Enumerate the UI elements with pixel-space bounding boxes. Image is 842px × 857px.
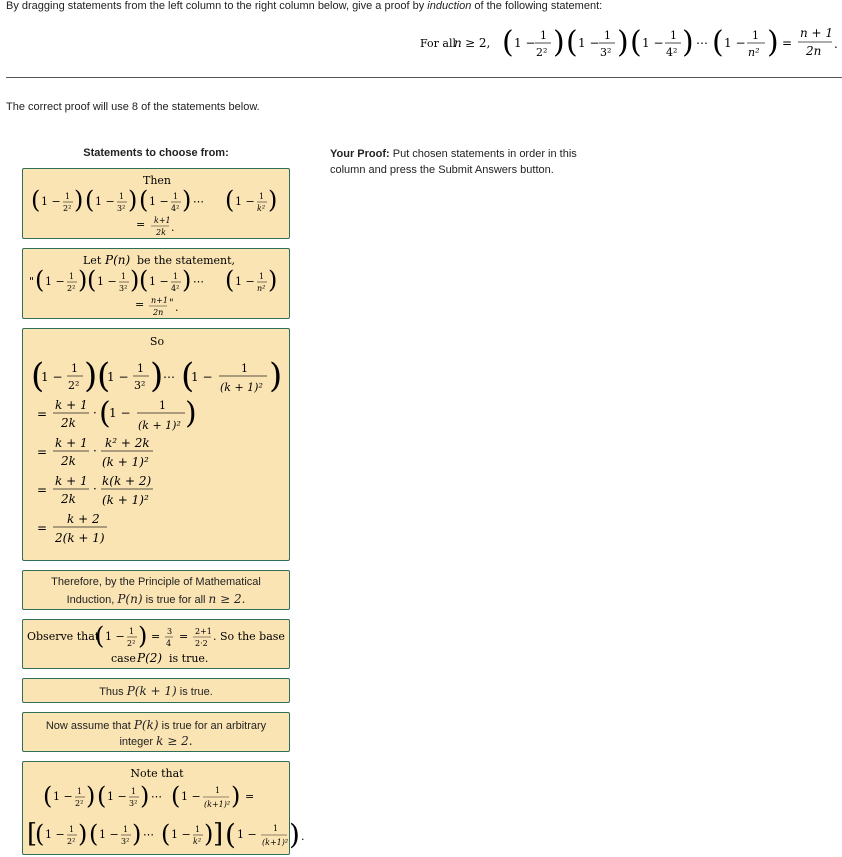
svg-text:k + 1: k + 1 bbox=[55, 474, 88, 488]
svg-text:(k + 1)²: (k + 1)² bbox=[102, 455, 149, 469]
svg-text:Then: Then bbox=[142, 174, 172, 187]
svg-text:4²: 4² bbox=[666, 46, 678, 59]
svg-text:(: ( bbox=[35, 266, 45, 294]
svg-text:4: 4 bbox=[166, 639, 172, 648]
svg-text:): ) bbox=[682, 25, 694, 60]
svg-text:): ) bbox=[185, 396, 197, 431]
svg-text:(k + 1)²: (k + 1)² bbox=[102, 493, 149, 507]
svg-text:k²: k² bbox=[257, 204, 266, 213]
svg-text:1: 1 bbox=[71, 362, 78, 375]
svg-text:⋯: ⋯ bbox=[193, 195, 204, 208]
svg-text:(: ( bbox=[139, 186, 149, 214]
svg-text:): ) bbox=[78, 266, 88, 294]
svg-text:2²: 2² bbox=[67, 837, 76, 846]
note-that-formula bbox=[23, 762, 323, 856]
base-case-formula bbox=[23, 620, 291, 670]
statement-card-note-that[interactable] bbox=[22, 761, 305, 855]
svg-text:1: 1 bbox=[119, 192, 125, 201]
svg-text:⋯: ⋯ bbox=[696, 36, 708, 50]
assume-line-1: Now assume that P(k) is true for an arbitrary bbox=[45, 718, 267, 732]
svg-text:n²: n² bbox=[257, 284, 266, 293]
svg-text:. So the base: . So the base bbox=[213, 630, 285, 643]
svg-text:4²: 4² bbox=[171, 284, 180, 293]
svg-text:[: [ bbox=[27, 819, 38, 849]
assume-line-2: integer k ≥ 2. bbox=[119, 734, 193, 748]
svg-text:2²: 2² bbox=[127, 639, 136, 648]
so-derivation bbox=[23, 329, 291, 562]
svg-text:2n: 2n bbox=[153, 308, 164, 317]
statements-column-title: Statements to choose from: bbox=[83, 147, 229, 159]
svg-text:(k+1)²: (k+1)² bbox=[204, 800, 231, 809]
svg-text:=: = bbox=[245, 790, 255, 803]
svg-text:): ) bbox=[617, 25, 629, 60]
svg-text:(: ( bbox=[35, 820, 45, 848]
svg-text:1 −: 1 − bbox=[99, 828, 119, 841]
svg-text:·: · bbox=[93, 406, 97, 420]
svg-text:1: 1 bbox=[159, 399, 166, 412]
svg-text:(: ( bbox=[97, 782, 107, 810]
svg-text:=: = bbox=[37, 483, 48, 497]
svg-text:k² + 2k: k² + 2k bbox=[105, 436, 150, 450]
svg-text:is true.: is true. bbox=[169, 652, 209, 665]
svg-text:1: 1 bbox=[215, 786, 221, 795]
svg-text:4²: 4² bbox=[171, 204, 180, 213]
svg-text:1 −: 1 − bbox=[235, 275, 255, 288]
svg-text:1: 1 bbox=[670, 29, 677, 42]
svg-text:1: 1 bbox=[259, 272, 265, 281]
svg-text:.: . bbox=[171, 221, 175, 234]
svg-text:P(2): P(2) bbox=[137, 651, 163, 665]
svg-text:(: ( bbox=[225, 818, 236, 851]
svg-text:1 −: 1 − bbox=[171, 828, 191, 841]
statement-card-inductive-hypothesis[interactable] bbox=[22, 712, 290, 752]
svg-text:(: ( bbox=[31, 186, 41, 214]
svg-text:1 −: 1 − bbox=[149, 275, 169, 288]
svg-text:(: ( bbox=[31, 356, 45, 396]
svg-text:(: ( bbox=[85, 186, 95, 214]
svg-text:): ) bbox=[268, 186, 278, 214]
svg-text:(k + 1)²: (k + 1)² bbox=[138, 419, 181, 432]
svg-text:3²: 3² bbox=[121, 837, 130, 846]
therefore-line-1: Therefore, by the Principle of Mathematical bbox=[51, 576, 261, 588]
svg-text:≥ 2,: ≥ 2, bbox=[465, 36, 491, 50]
instructions: By dragging statements from the left column to the right column below, give a proof by induction of the following statement: bbox=[6, 0, 603, 12]
svg-text:1 −: 1 − bbox=[642, 36, 664, 50]
svg-text:): ) bbox=[138, 622, 148, 650]
svg-text:1: 1 bbox=[273, 824, 279, 833]
svg-text:be the statement,: be the statement, bbox=[137, 254, 236, 267]
svg-text:1 −: 1 − bbox=[149, 195, 169, 208]
svg-text:): ) bbox=[289, 818, 300, 851]
svg-text:(: ( bbox=[97, 356, 111, 396]
svg-text:): ) bbox=[182, 266, 192, 294]
svg-text:⋯: ⋯ bbox=[193, 275, 204, 288]
svg-text:So: So bbox=[149, 335, 165, 348]
svg-text:1 −: 1 − bbox=[95, 195, 115, 208]
svg-text:1 −: 1 − bbox=[237, 828, 257, 841]
svg-text:1 −: 1 − bbox=[105, 630, 125, 643]
svg-text:1 −: 1 − bbox=[107, 790, 127, 803]
svg-text:1 −: 1 − bbox=[181, 790, 201, 803]
svg-text:=: = bbox=[135, 298, 145, 311]
svg-text:2·2: 2·2 bbox=[195, 639, 208, 648]
divider bbox=[6, 77, 842, 78]
svg-text:3²: 3² bbox=[119, 284, 128, 293]
svg-text:(: ( bbox=[139, 266, 149, 294]
svg-text:1: 1 bbox=[69, 825, 75, 834]
svg-text:1: 1 bbox=[65, 192, 71, 201]
svg-text:k + 1: k + 1 bbox=[55, 398, 88, 412]
svg-text:.: . bbox=[834, 37, 838, 51]
svg-text:1: 1 bbox=[540, 29, 547, 42]
svg-text:2²: 2² bbox=[68, 379, 80, 392]
svg-text:1 −: 1 − bbox=[45, 828, 65, 841]
proof-note: The correct proof will use 8 of the statements below. bbox=[6, 101, 260, 113]
svg-text:): ) bbox=[132, 820, 142, 848]
svg-text:(k + 1)²: (k + 1)² bbox=[220, 381, 263, 394]
statement-card-then[interactable] bbox=[22, 168, 290, 239]
svg-text:(: ( bbox=[95, 622, 105, 650]
svg-text:1 −: 1 − bbox=[97, 275, 117, 288]
svg-text:(: ( bbox=[502, 25, 514, 60]
svg-text:2k: 2k bbox=[61, 416, 76, 430]
svg-text:1 −: 1 − bbox=[235, 195, 255, 208]
svg-text:Observe that: Observe that bbox=[27, 630, 100, 643]
svg-text:): ) bbox=[231, 782, 241, 810]
svg-text:1 −: 1 − bbox=[724, 36, 746, 50]
statement-card-base-case[interactable] bbox=[22, 619, 290, 669]
svg-text:1: 1 bbox=[752, 29, 759, 42]
svg-text:1: 1 bbox=[129, 627, 135, 636]
then-formula bbox=[23, 169, 291, 240]
svg-text:1: 1 bbox=[137, 362, 144, 375]
svg-text:n+1: n+1 bbox=[151, 296, 168, 305]
svg-text:1: 1 bbox=[604, 29, 611, 42]
svg-text:1: 1 bbox=[173, 192, 179, 201]
svg-text:=: = bbox=[37, 445, 48, 459]
svg-text:.: . bbox=[175, 301, 179, 314]
svg-text:1: 1 bbox=[173, 272, 179, 281]
svg-text:=: = bbox=[151, 630, 161, 643]
svg-text:3²: 3² bbox=[117, 204, 126, 213]
svg-text:2n: 2n bbox=[806, 44, 822, 58]
svg-text:(: ( bbox=[161, 820, 171, 848]
svg-text:): ) bbox=[268, 266, 278, 294]
svg-text:): ) bbox=[204, 820, 214, 848]
svg-text:1 −: 1 − bbox=[191, 370, 213, 384]
svg-text:1: 1 bbox=[259, 192, 265, 201]
therefore-line-2: Induction, P(n) is true for all n ≥ 2. bbox=[66, 592, 246, 606]
svg-text:1: 1 bbox=[241, 362, 248, 375]
svg-text:3²: 3² bbox=[600, 46, 612, 59]
svg-text:(: ( bbox=[712, 25, 724, 60]
svg-text:(k+1)²: (k+1)² bbox=[262, 838, 289, 847]
svg-text:2²: 2² bbox=[75, 799, 84, 808]
statement-card-so[interactable] bbox=[22, 328, 290, 561]
svg-text:k + 2: k + 2 bbox=[67, 512, 100, 526]
svg-text:⋯: ⋯ bbox=[151, 790, 162, 803]
svg-text:1 −: 1 − bbox=[41, 195, 61, 208]
svg-text:): ) bbox=[269, 356, 283, 396]
svg-text:2²: 2² bbox=[67, 284, 76, 293]
svg-text:1: 1 bbox=[77, 787, 83, 796]
svg-text:2²: 2² bbox=[536, 46, 548, 59]
svg-text:1: 1 bbox=[131, 787, 137, 796]
svg-text:(: ( bbox=[181, 356, 195, 396]
svg-text:): ) bbox=[74, 186, 84, 214]
proof-column-drop-area[interactable]: Your Proof: Put chosen statements in order in this column and press the Submit Answers button. bbox=[330, 148, 577, 176]
svg-text:(: ( bbox=[225, 266, 235, 294]
svg-text:2k: 2k bbox=[61, 492, 76, 506]
svg-text:k + 1: k + 1 bbox=[55, 436, 88, 450]
svg-text:=: = bbox=[782, 36, 793, 50]
svg-text:(: ( bbox=[87, 266, 97, 294]
svg-text:2+1: 2+1 bbox=[195, 627, 212, 636]
svg-text:3²: 3² bbox=[129, 799, 138, 808]
svg-text:": " bbox=[169, 298, 174, 309]
svg-text:Note that: Note that bbox=[130, 767, 184, 780]
svg-text:): ) bbox=[553, 25, 565, 60]
svg-text:): ) bbox=[128, 186, 138, 214]
svg-text:k+1: k+1 bbox=[154, 216, 171, 225]
svg-text:3²: 3² bbox=[134, 379, 146, 392]
svg-text:1 −: 1 − bbox=[107, 370, 129, 384]
statement-card-let-pn[interactable] bbox=[22, 248, 290, 319]
svg-text:=: = bbox=[37, 407, 48, 421]
svg-text:1 −: 1 − bbox=[514, 36, 536, 50]
svg-text:(: ( bbox=[43, 782, 53, 810]
svg-text:2²: 2² bbox=[63, 204, 72, 213]
svg-text:⋯: ⋯ bbox=[163, 370, 175, 384]
svg-text:⋯: ⋯ bbox=[143, 828, 154, 841]
svg-text:(: ( bbox=[630, 25, 642, 60]
svg-text:P(n): P(n) bbox=[105, 253, 131, 267]
svg-text:(: ( bbox=[89, 820, 99, 848]
svg-text:=: = bbox=[136, 218, 146, 231]
svg-text:n + 1: n + 1 bbox=[800, 26, 834, 40]
svg-text:]: ] bbox=[213, 819, 224, 849]
svg-text:): ) bbox=[86, 782, 96, 810]
svg-text:): ) bbox=[130, 266, 140, 294]
svg-text:n: n bbox=[454, 36, 462, 50]
statement-card-thus[interactable] bbox=[22, 678, 290, 703]
svg-text:n²: n² bbox=[748, 46, 760, 59]
svg-text:1 −: 1 − bbox=[53, 790, 73, 803]
statement-card-therefore[interactable] bbox=[22, 570, 290, 610]
svg-text:(: ( bbox=[225, 186, 235, 214]
svg-text:·: · bbox=[93, 482, 97, 496]
svg-text:case: case bbox=[111, 652, 136, 665]
svg-text:k²: k² bbox=[193, 837, 202, 846]
svg-text:2k: 2k bbox=[61, 454, 76, 468]
svg-text:2(k + 1): 2(k + 1) bbox=[55, 531, 105, 545]
svg-text:": " bbox=[29, 275, 35, 288]
svg-text:): ) bbox=[150, 356, 164, 396]
svg-text:k(k + 2): k(k + 2) bbox=[102, 474, 152, 488]
let-pn-formula bbox=[23, 249, 291, 320]
svg-text:): ) bbox=[78, 820, 88, 848]
svg-text:): ) bbox=[140, 782, 150, 810]
svg-text:2k: 2k bbox=[156, 228, 166, 237]
svg-text:1: 1 bbox=[69, 272, 75, 281]
svg-text:1 −: 1 − bbox=[41, 370, 63, 384]
svg-text:=: = bbox=[37, 521, 48, 535]
svg-text:): ) bbox=[84, 356, 98, 396]
svg-text:(: ( bbox=[99, 396, 111, 431]
svg-text:(: ( bbox=[566, 25, 578, 60]
svg-text:=: = bbox=[179, 630, 189, 643]
svg-text:Let: Let bbox=[83, 254, 102, 267]
svg-text:.: . bbox=[301, 830, 305, 843]
theorem-statement bbox=[420, 20, 840, 70]
svg-text:3: 3 bbox=[167, 627, 173, 636]
svg-text:1: 1 bbox=[195, 825, 201, 834]
svg-text:1 −: 1 − bbox=[109, 406, 131, 420]
thus-text: Thus P(k + 1) is true. bbox=[99, 684, 213, 698]
svg-text:): ) bbox=[182, 186, 192, 214]
svg-text:1 −: 1 − bbox=[578, 36, 600, 50]
svg-text:1 −: 1 − bbox=[45, 275, 65, 288]
svg-text:1: 1 bbox=[123, 825, 129, 834]
svg-text:·: · bbox=[93, 444, 97, 458]
svg-text:For all: For all bbox=[420, 37, 457, 50]
svg-text:): ) bbox=[767, 25, 779, 60]
svg-text:(: ( bbox=[171, 782, 181, 810]
svg-text:1: 1 bbox=[121, 272, 127, 281]
